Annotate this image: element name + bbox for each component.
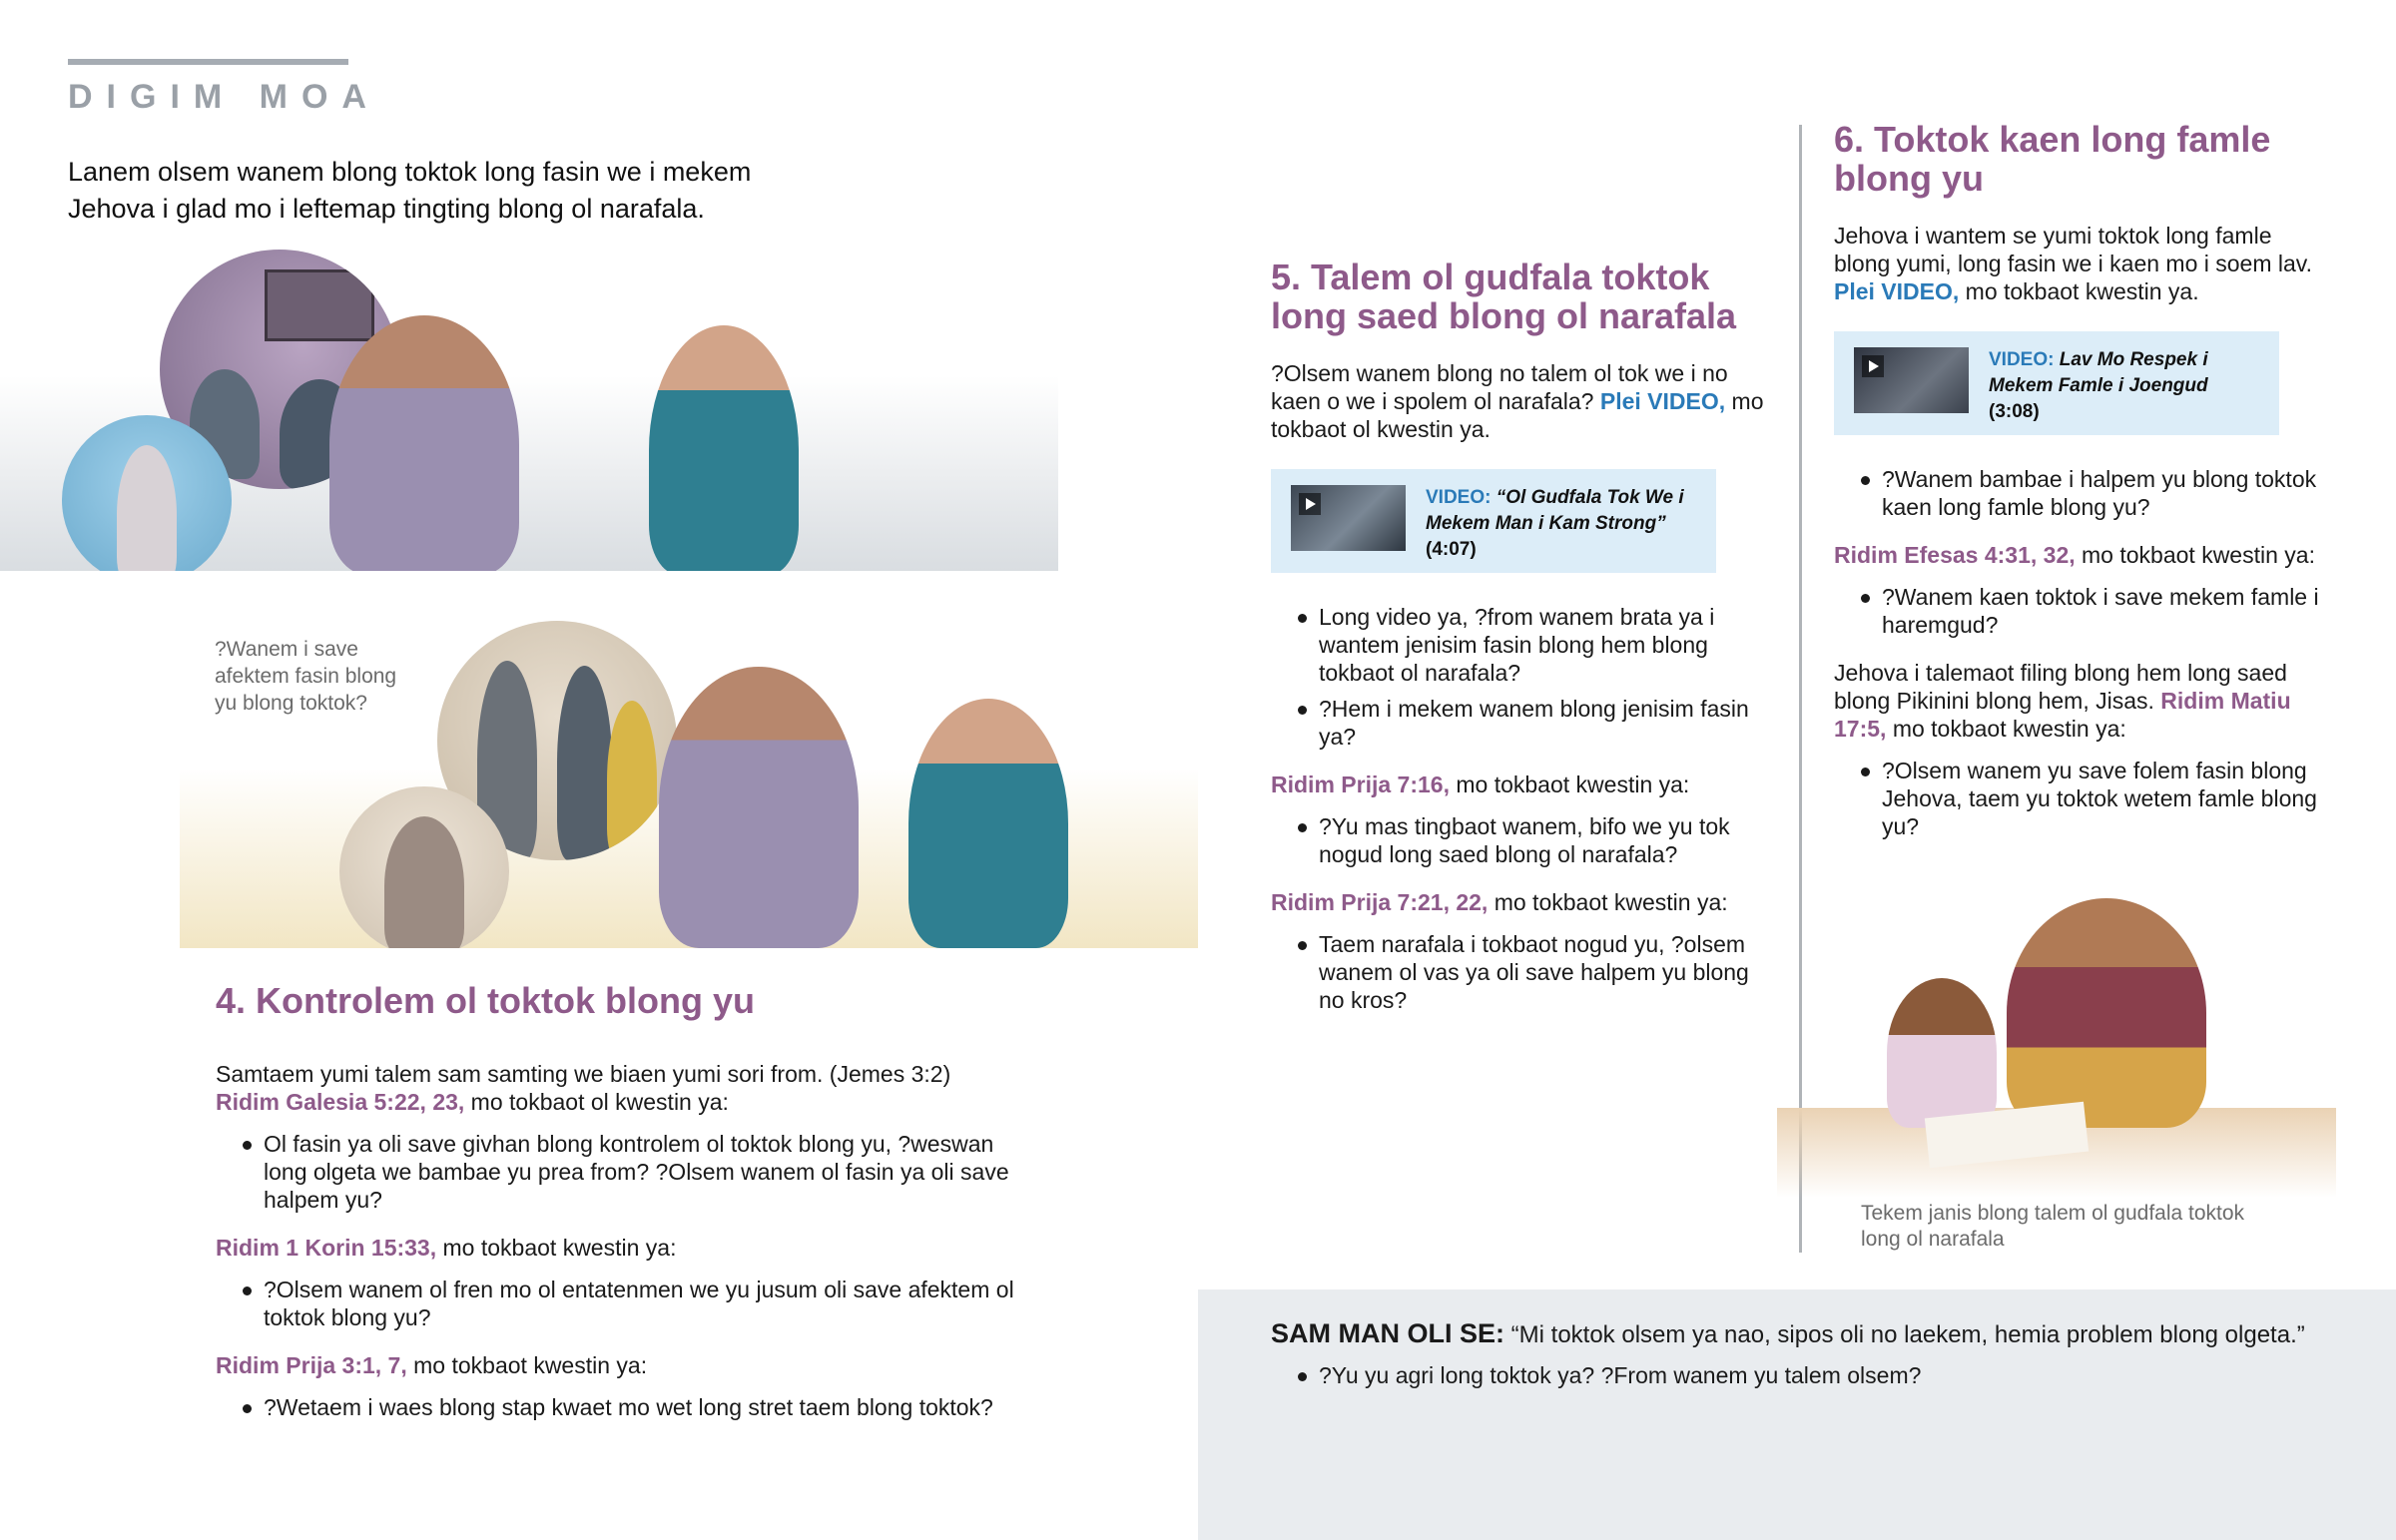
video-thumbnail[interactable] <box>1854 347 1969 413</box>
bible-reading-circle <box>339 786 509 948</box>
video-info: VIDEO: Lav Mo Respek i Mekem Famle i Joengud (3:08) <box>1989 349 2208 422</box>
list-item: ?Olsem wanem yu save folem fasin blong Jehova, taem yu toktok wetem famle blong yu? <box>1834 757 2333 840</box>
section-5-questions-3 <box>1271 930 1770 1014</box>
video-card[interactable] <box>1271 469 1716 573</box>
angry-man <box>329 315 519 571</box>
quote-line <box>1271 1319 2349 1349</box>
play-video-link[interactable]: Plei VIDEO, <box>1834 278 1960 304</box>
family-caption: Tekem janis blong talem ol gudfala toktok long ol narafala <box>1861 1202 2245 1251</box>
section-4-read-3: Ridim Prija 3:1, 7, mo tokbaot kwestin ya: <box>216 1352 648 1378</box>
section-4-title: 4. Kontrolem ol toktok blong yu <box>216 980 755 1021</box>
child <box>1887 978 1997 1128</box>
illustration-family <box>1777 878 2336 1198</box>
section-6-para: Jehova i wantem se yumi toktok long famle blong yumi, long fasin we i kaen mo i soem lav. Plei VIDEO, mo tokbaot kwestin ya. <box>1834 223 2312 304</box>
video-card[interactable] <box>1834 331 2279 435</box>
scripture-ref[interactable]: Ridim Prija 7:16, <box>1271 771 1450 797</box>
worried-woman <box>649 325 799 571</box>
header-rule <box>68 59 348 65</box>
kind-man <box>659 667 859 948</box>
music-listening-circle <box>62 415 232 571</box>
list-item: ?Hem i mekem wanem blong jenisim fasin ya? <box>1271 695 1770 751</box>
section-4-para: Samtaem yumi talem sam samting we biaen yumi sori from. (Jemes 3:2) <box>216 1061 951 1087</box>
section-5-read-1: Ridim Prija 7:16, mo tokbaot kwestin ya: <box>1271 771 1690 797</box>
section-5 <box>1271 257 1770 1022</box>
play-icon[interactable] <box>1299 493 1321 515</box>
scripture-ref[interactable]: Ridim Prija 7:21, 22, <box>1271 889 1489 915</box>
quote-panel-content <box>1271 1319 2349 1397</box>
list-item: ?Yu yu agri long toktok ya? ?From wanem yu talem olsem? <box>1271 1361 2349 1389</box>
section-6-questions-2 <box>1834 583 2333 639</box>
list-item: ?Yu mas tingbaot wanem, bifo we yu tok nogud long saed blong ol narafala? <box>1271 812 1770 868</box>
section-5-questions-2 <box>1271 812 1770 868</box>
scripture-ref[interactable]: Ridim Matiu 17:5, <box>1834 688 2291 742</box>
section-4-questions-1 <box>216 1130 1014 1214</box>
list-item: ?Wanem bambae i halpem yu blong toktok kaen long famle blong yu? <box>1834 465 2333 521</box>
list-item: Ol fasin ya oli save givhan blong kontrolem ol toktok blong yu, ?weswan long olgeta we bambae yu prea from? ?Olsem wanem ol fasin ya oli save halpem yu? <box>216 1130 1014 1214</box>
quote-questions <box>1271 1361 2349 1389</box>
scripture-ref[interactable]: Ridim Galesia 5:22, 23, <box>216 1089 465 1115</box>
video-thumbnail[interactable] <box>1291 485 1406 551</box>
play-video-link[interactable]: Plei VIDEO, <box>1599 388 1726 414</box>
section-kicker: DIGIM MOA <box>68 78 380 116</box>
illustration-argument <box>0 236 1058 571</box>
quote-text: “Mi toktok olsem ya nao, sipos oli no laekem, hemia problem blong olgeta.” <box>1504 1321 2305 1348</box>
play-icon[interactable] <box>1862 355 1884 377</box>
scripture-ref[interactable]: Ridim Efesas 4:31, 32, <box>1834 542 2076 568</box>
section-5-para: ?Olsem wanem blong no talem ol tok we i no kaen o we i spolem ol narafala? Plei VIDEO, mo tokbaot ol kwestin ya. <box>1271 360 1764 442</box>
mother <box>2007 898 2206 1128</box>
section-4-questions-2 <box>216 1276 1014 1331</box>
section-5-questions-1 <box>1271 603 1770 751</box>
section-6-read-1: Ridim Efesas 4:31, 32, mo tokbaot kwestin ya: <box>1834 542 2315 568</box>
section-4-read-2: Ridim 1 Korin 15:33, mo tokbaot kwestin ya: <box>216 1235 677 1261</box>
section-6-questions-3 <box>1834 757 2333 840</box>
list-item: ?Wetaem i waes blong stap kwaet mo wet long stret taem blong toktok? <box>216 1393 1014 1421</box>
section-6-questions-1 <box>1834 465 2333 521</box>
list-item: ?Olsem wanem ol fren mo ol entatenmen we yu jusum oli save afektem ol toktok blong yu? <box>216 1276 1014 1331</box>
section-5-title: 5. Talem ol gudfala toktok long saed blong ol narafala <box>1271 257 1737 336</box>
list-item: Long video ya, ?from wanem brata ya i wantem jenisim fasin blong hem blong tokbaot ol narafala? <box>1271 603 1770 687</box>
section-4 <box>216 981 1014 1429</box>
section-6 <box>1834 120 2333 848</box>
list-item: ?Wanem kaen toktok i save mekem famle i haremgud? <box>1834 583 2333 639</box>
illustration-caption: ?Wanem i save afektem fasin blong yu blong toktok? <box>215 638 397 715</box>
smiling-woman <box>908 699 1068 948</box>
intro-text: Lanem olsem wanem blong toktok long fasin we i mekem Jehova i glad mo i leftemap tingting blong ol narafala. <box>68 157 752 224</box>
section-4-questions-3 <box>216 1393 1014 1421</box>
section-6-para-2: Jehova i talemaot filing blong hem long saed blong Pikinini blong hem, Jisas. Ridim Matiu 17:5, mo tokbaot kwestin ya: <box>1834 660 2291 742</box>
list-item: Taem narafala i tokbaot nogud yu, ?olsem wanem ol vas ya oli save halpem yu blong no kros? <box>1271 930 1770 1014</box>
scripture-ref[interactable]: Ridim 1 Korin 15:33, <box>216 1235 437 1261</box>
video-info: VIDEO: “Ol Gudfala Tok We i Mekem Man i Kam Strong” (4:07) <box>1426 487 1684 560</box>
section-4-read-1: Ridim Galesia 5:22, 23, mo tokbaot ol kwestin ya: <box>216 1089 729 1115</box>
section-5-read-2: Ridim Prija 7:21, 22, mo tokbaot kwestin ya: <box>1271 889 1728 915</box>
quote-speaker: SAM MAN OLI SE: <box>1271 1318 1504 1348</box>
scripture-ref[interactable]: Ridim Prija 3:1, 7, <box>216 1352 407 1378</box>
section-6-title: 6. Toktok kaen long famle blong yu <box>1834 119 2271 199</box>
